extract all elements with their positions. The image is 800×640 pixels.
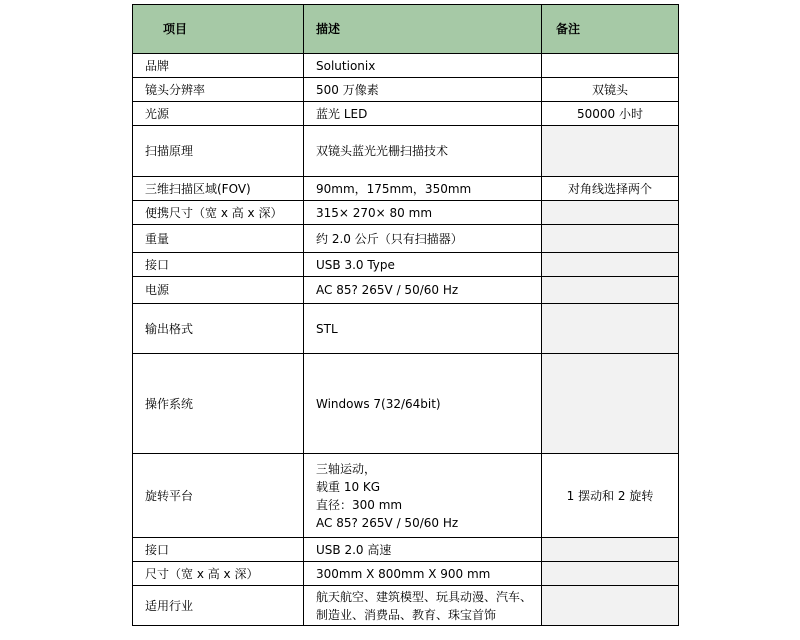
row-description	[304, 253, 542, 277]
row-note	[542, 562, 679, 586]
description-line: 500 万像素	[316, 82, 379, 97]
row-item: 旋转平台	[133, 454, 304, 538]
row-note	[542, 586, 679, 626]
table-row	[133, 126, 679, 177]
row-item: 光源	[133, 102, 304, 126]
description-line: 约 2.0 公斤（只有扫描器）	[316, 231, 463, 246]
description-line: 双镜头蓝光光栅扫描技术	[316, 144, 449, 158]
row-description	[304, 78, 542, 102]
row-item: 接口	[133, 253, 304, 277]
header-description: 描述	[304, 5, 542, 54]
row-note	[542, 304, 679, 354]
description-line: USB 3.0 Type	[316, 257, 395, 272]
description-line: 蓝光 LED	[316, 106, 368, 121]
row-item: 品牌	[133, 54, 304, 78]
row-description	[304, 354, 542, 454]
row-note	[542, 225, 679, 253]
table-row	[133, 225, 679, 253]
table-row	[133, 253, 679, 277]
table-row	[133, 586, 679, 626]
row-note	[542, 277, 679, 304]
row-item: 三维扫描区域(FOV)	[133, 177, 304, 201]
row-item: 电源	[133, 277, 304, 304]
row-note: 1 摆动和 2 旋转	[542, 454, 679, 538]
row-description	[304, 54, 542, 78]
row-description	[304, 586, 542, 626]
row-note	[542, 201, 679, 225]
row-note	[542, 354, 679, 454]
row-description	[304, 225, 542, 253]
header-row	[133, 5, 679, 54]
row-description	[304, 177, 542, 201]
table-row	[133, 562, 679, 586]
row-item: 接口	[133, 538, 304, 562]
row-item: 适用行业	[133, 586, 304, 626]
row-item: 尺寸（宽 x 高 x 深）	[133, 562, 304, 586]
row-description	[304, 538, 542, 562]
description-line: AC 85? 265V / 50/60 Hz	[316, 515, 459, 530]
description-line: 300mm X 800mm X 900 mm	[316, 566, 491, 581]
table-row	[133, 78, 679, 102]
description-line: 直径：300 mm	[316, 497, 403, 512]
table-row	[133, 102, 679, 126]
description-line: STL	[316, 321, 338, 336]
table-row	[133, 354, 679, 454]
table-row	[133, 201, 679, 225]
table-row	[133, 177, 679, 201]
row-description	[304, 454, 542, 538]
row-description	[304, 126, 542, 177]
row-item: 扫描原理	[133, 126, 304, 177]
header-item: 项目	[133, 5, 304, 54]
row-note: 50000 小时	[542, 102, 679, 126]
row-description	[304, 102, 542, 126]
row-note	[542, 126, 679, 177]
row-item: 镜头分辨率	[133, 78, 304, 102]
header-note: 备注	[542, 5, 679, 54]
table-row	[133, 54, 679, 78]
description-line: 制造业、消费品、教育、珠宝首饰	[316, 607, 497, 622]
row-note: 对角线选择两个	[542, 177, 679, 201]
description-line: 三轴运动，	[316, 461, 377, 476]
row-item: 输出格式	[133, 304, 304, 354]
description-line: Solutionix	[316, 58, 376, 73]
description-line: USB 2.0 高速	[316, 542, 392, 557]
description-line: 315× 270× 80 mm	[316, 205, 433, 220]
row-item: 便携尺寸（宽 x 高 x 深）	[133, 201, 304, 225]
table-row	[133, 304, 679, 354]
description-line: Windows 7(32/64bit)	[316, 396, 441, 411]
description-line: 90mm，175mm，350mm	[316, 181, 472, 196]
row-description	[304, 277, 542, 304]
row-note: 双镜头	[542, 78, 679, 102]
row-item: 操作系统	[133, 354, 304, 454]
table-row	[133, 538, 679, 562]
row-note	[542, 253, 679, 277]
spec-table	[132, 4, 679, 626]
row-note	[542, 54, 679, 78]
row-note	[542, 538, 679, 562]
table-row	[133, 277, 679, 304]
description-line: 航天航空、建筑模型、玩具动漫、汽车、	[316, 589, 533, 604]
row-description	[304, 562, 542, 586]
table-row	[133, 454, 679, 538]
row-item: 重量	[133, 225, 304, 253]
row-description	[304, 201, 542, 225]
row-description	[304, 304, 542, 354]
description-line: AC 85? 265V / 50/60 Hz	[316, 283, 459, 297]
description-line: 载重 10 KG	[316, 479, 381, 494]
